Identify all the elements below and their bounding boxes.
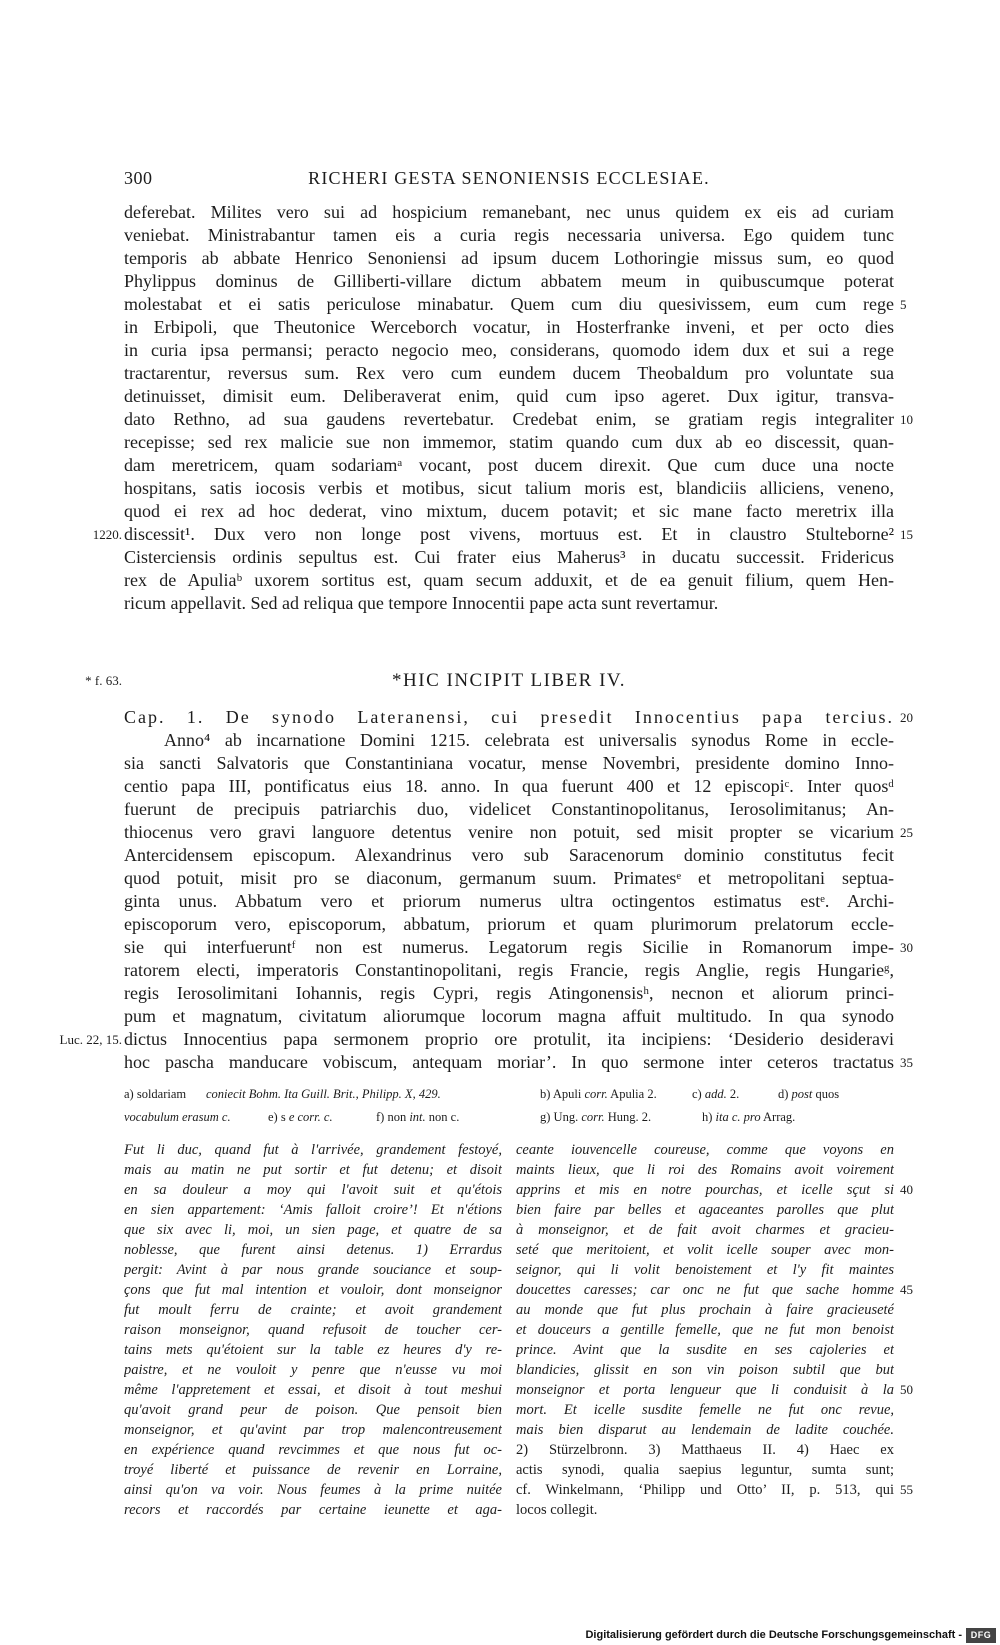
text-line: ginta unus. Abbatum vero et priorum numerus ultra octingentos estimatus estᵉ. Archi- <box>124 891 894 911</box>
footnote-line: paistre, et ne vouloit y penre que n'eusse vu moi <box>124 1362 502 1378</box>
footnote-line: doucettes caresses; car onc ne fut que sache homme <box>516 1282 894 1298</box>
footnote-line: en expérience quand revcimmes et que nous fut oc- <box>124 1442 502 1458</box>
footnote-line: noblesse, que furent ainsi detenus. 1) Errardus <box>124 1242 502 1258</box>
line-number: 25 <box>900 825 913 840</box>
text-line: dictus Innocentius papa sermonem proprio ore protulit, ita incipiens: ‘Desiderio desideravi <box>124 1029 894 1049</box>
text-line: ratorem electi, imperatoris Constantinopolitani, regis Francie, regis Anglie, regis Hungarieᵍ, <box>124 960 894 980</box>
apparatus-note-a-italic: coniecit Bohm. Ita Guill. Brit., Philipp. X, 429. <box>206 1087 441 1101</box>
footnote-line: au monde que fut plus prochain à faire gracieuseté <box>516 1302 894 1318</box>
text-line: fuerunt de precipuis patriarchis duo, videlicet Constantinopolitanus, Ierosolimitanus; An- <box>124 799 894 819</box>
text-line: detinuisset, dimisit eum. Deliberaverat enim, quid cum ipso ageret. Dux igitur, transva- <box>124 386 894 406</box>
line-number: 45 <box>900 1282 913 1297</box>
text-line: in Erbipoli, que Theutonice Werceborch vocatur, in Hosterfranke inveni, et per octo dies <box>124 317 894 337</box>
footnote-line: recors et raccordés par certaine ieunette et aga- <box>124 1502 502 1518</box>
footnote-line: en sien appartement: ‘Amis falloit croire’! Et n'étions <box>124 1202 502 1218</box>
footnote-line: ainsi qu'on va voir. Nous feumes à la prime nuitée <box>124 1482 502 1498</box>
footnote-line: tains mets qu'étoient sur la table ez heures d'y re- <box>124 1342 502 1358</box>
text-line: centio papa III, pontificatus eius 18. anno. In qua fuerunt 400 et 12 episcopiᶜ. Inter quosᵈ <box>124 776 894 796</box>
text-line: temporis ab abbate Henrico Senoniensi ad ipsum ducem Lothoringie missus sum, eo quod <box>124 248 894 268</box>
text-line: discessit¹. Dux vero non longe post vivens, mortuus est. Et in claustro Stulteborne² <box>124 524 894 544</box>
book-title: *HIC INCIPIT LIBER IV. <box>392 670 626 691</box>
text-line: veniebat. Ministrabantur tamen eis a curia regis necessaria universa. Ego quidem tunc <box>124 225 894 245</box>
text-line: hoc pascha manducare vobiscum, antequam moriar’. In quo sermone inter ceteros tractatus <box>124 1052 894 1072</box>
text-line: quod potuit, misit pro se diaconum, germanum suum. Primatesᵉ et metropolitani septua- <box>124 868 894 888</box>
footnote-line: 2) Stürzelbronn. 3) Matthaeus II. 4) Haec ex <box>516 1442 894 1458</box>
footnote-line: blandicies, glissit en son vin poison subtil que but <box>516 1362 894 1378</box>
line-number: 50 <box>900 1382 913 1397</box>
line-number: 35 <box>900 1055 913 1070</box>
footnote-line: et douceurs a gentille femelle, que ne fut mon benoist <box>516 1322 894 1338</box>
footnote-line: mais au matin ne put sortir et fut detenu; et disoit <box>124 1162 502 1178</box>
footnote-line: prince. Avint que la susdite en ses cajoleries et <box>516 1342 894 1358</box>
line-number: 15 <box>900 527 913 542</box>
text-line: rex de Apuliaᵇ uxorem sortitus est, quam secum adduxit, et de ea genuit filium, quem Hen- <box>124 570 894 590</box>
apparatus-line <box>124 1106 894 1129</box>
footnote-line: ceante iouvencelle coureuse, comme que voyons en <box>516 1142 894 1158</box>
running-title: RICHERI GESTA SENONIENSIS ECCLESIAE. <box>308 168 710 188</box>
text-line: regis Ierosolimitani Iohannis, regis Cypri, regis Atingonensisʰ, necnon et aliorum princi- <box>124 983 894 1003</box>
line-number: 30 <box>900 940 913 955</box>
text-line: Phylippus dominus de Gilliberti-villare dictum abbatem meum in quibuscumque poterat <box>124 271 894 291</box>
text-line: tractarentur, reversus sum. Rex vero cum eundem ducem Theobaldum pro voluntate sua <box>124 363 894 383</box>
line-number: 10 <box>900 412 913 427</box>
text-line: Cisterciensis ordinis sepultus est. Cui frater eius Maherus³ in ducatu successit. Fridericus <box>124 547 894 567</box>
text-line: molestabat et ei satis periculose minabatur. Quem cum diu quesivissem, eum cum rege <box>124 294 894 314</box>
footnote-line: en sa douleur a moy qui l'avoit suit et qu'étois <box>124 1182 502 1198</box>
line-number: 20 <box>900 710 913 725</box>
running-header <box>124 168 894 194</box>
line-number: 40 <box>900 1182 913 1197</box>
apparatus-note-b: b) Apuli corr. Apulia 2. <box>540 1087 657 1101</box>
apparatus-line <box>124 1083 894 1106</box>
apparatus-note-g: g) Ung. corr. Hung. 2. <box>540 1110 652 1124</box>
year-marginal: 1220. <box>92 527 122 542</box>
text-line: in curia ipsa permansi; peracto negocio meo, considerans, quomodo idem dux et sui a rege <box>124 340 894 360</box>
digitization-footer <box>585 1627 1000 1645</box>
footnote-line: seté que meritoient, et volit icelle souper avec mon- <box>516 1242 894 1258</box>
apparatus-note-e: e) s e corr. c. <box>268 1110 333 1124</box>
footnote-line: raison monseignor, quand refusoit de toucher cer- <box>124 1322 502 1338</box>
apparatus-note-h: h) ita c. pro Arrag. <box>702 1110 796 1124</box>
apparatus-note-c: c) add. 2. <box>692 1087 740 1101</box>
dfg-logo: DFG <box>966 1628 996 1643</box>
text-line: sia sancti Salvatoris que Constantiniana vocatur, mense Novembri, presidente domino Inno- <box>124 753 894 773</box>
footnote-line: mort. Et icelle susdite femelle ne fut onc revue, <box>516 1402 894 1418</box>
apparatus-note-d: d) post quos <box>778 1087 840 1101</box>
footnote-line: cf. Winkelmann, ‘Philipp und Otto’ II, p. 513, qui <box>516 1482 894 1498</box>
text-line: quod ei rex ad hoc dederat, vino mixtum, ducem potavit; et sic mane facto meretrix illa <box>124 501 894 521</box>
footnote-line: Fut li duc, quand fut à l'arrivée, grandement festoyé, <box>124 1142 502 1158</box>
text-line: deferebat. Milites vero sui ad hospicium remanebant, nec unus quidem ex eis ad curiam <box>124 202 894 222</box>
footnote-line: actis synodi, qualia saepius leguntur, sumta sunt; <box>516 1462 894 1478</box>
footnote-line: locos collegit. <box>516 1502 598 1518</box>
text-line: Anno⁴ ab incarnatione Domini 1215. celebrata est universalis synodus Rome in eccle- <box>164 730 894 750</box>
footnote-line: à monseignor, et de fait avoit charmes et gracieu- <box>516 1222 894 1238</box>
footnote-line: maints lieux, que li roi des Romains avoit voirement <box>516 1162 894 1178</box>
footnote-line: seignor, qui li volit benoistement et l'y fit maintes <box>516 1262 894 1278</box>
text-line: sie qui interfueruntᶠ non est numerus. Legatorum regis Sicilie in Romanorum impe- <box>124 937 894 957</box>
text-line: dam meretricem, quam sodariamᵃ vocant, post ducem direxit. Que cum duce una nocte <box>124 455 894 475</box>
footnote-line: mais bien disparut au lendemain de ladite couchée. <box>516 1422 894 1438</box>
footnote-line: pergit: Avint à par nous grande souciance et soup- <box>124 1262 502 1278</box>
line-number: 55 <box>900 1482 913 1497</box>
apparatus-note-d-cont: vocabulum erasum c. <box>124 1110 231 1124</box>
text-line: pum et magnatum, civitatum aliorumque locorum magna affuit multitudo. In qua synodo <box>124 1006 894 1026</box>
footnote-line: apprins et mis en notre pourchas, et icelle sçut si <box>516 1182 894 1198</box>
text-line: hospitans, satis iocosis verbis et motibus, sicut talium moris est, blandiciis alliciens, veneno, <box>124 478 894 498</box>
funding-notice: Digitalisierung gefördert durch die Deutsche Forschungsgemeinschaft - <box>585 1629 962 1641</box>
apparatus-note-a: a) soldariam <box>124 1087 187 1101</box>
scripture-reference: Luc. 22, 15. <box>59 1032 122 1047</box>
text-line: ricum appellavit. Sed ad reliqua que tempore Innocentii pape acta sunt revertamur. <box>124 593 719 613</box>
apparatus-note-f: f) non int. non c. <box>376 1110 460 1124</box>
footnote-line: fut moult ferru de crainte; et avoit grandement <box>124 1302 502 1318</box>
footnote-line: même l'appretement et essai, et disoit à tout meshui <box>124 1382 502 1398</box>
footnote-line: monseignor, et qu'avint par trop malencontreusement <box>124 1422 502 1438</box>
text-line: thiocenus vero gravi languore detentus venire non potuit, sed misit propter se vicarium <box>124 822 894 842</box>
footnote-line: qu'avoit grand peur de poison. Que pensoit bien <box>124 1402 502 1418</box>
folio-reference: * f. 63. <box>85 673 122 688</box>
text-line: recepisse; sed rex malicie sue non immemor, statim quando cum dux ab eo discessit, quan- <box>124 432 894 452</box>
chapter-heading: Cap. 1. De synodo Lateranensi, cui presedit Innocentius papa tercius. <box>124 707 894 727</box>
page-number: 300 <box>124 168 153 188</box>
line-number: 5 <box>900 297 907 312</box>
text-line: Antercidensem episcopum. Alexandrinus vero sub Saracenorum dominio constitutus fecit <box>124 845 894 865</box>
footnote-line: çons que fut mal intention et vouloir, dont monseignor <box>124 1282 502 1298</box>
footnote-line: troyé liberté et puissance de revenir en Lorraine, <box>124 1462 502 1478</box>
footnote-line: que six avec li, moi, un sien page, et quatre de sa <box>124 1222 502 1238</box>
footnote-line: monseignor et porta lengueur que li conduisit à la <box>516 1382 894 1398</box>
text-line: dato Rethno, ad sua gaudens revertebatur. Credebat enim, se gratiam regis integraliter <box>124 409 894 429</box>
text-line: episcoporum vero, episcoporum, abbatum, priorum et quam plurimorum prelatorum eccle- <box>124 914 894 934</box>
footnote-line: bien faire par belles et agaceantes parolles que plut <box>516 1202 894 1218</box>
